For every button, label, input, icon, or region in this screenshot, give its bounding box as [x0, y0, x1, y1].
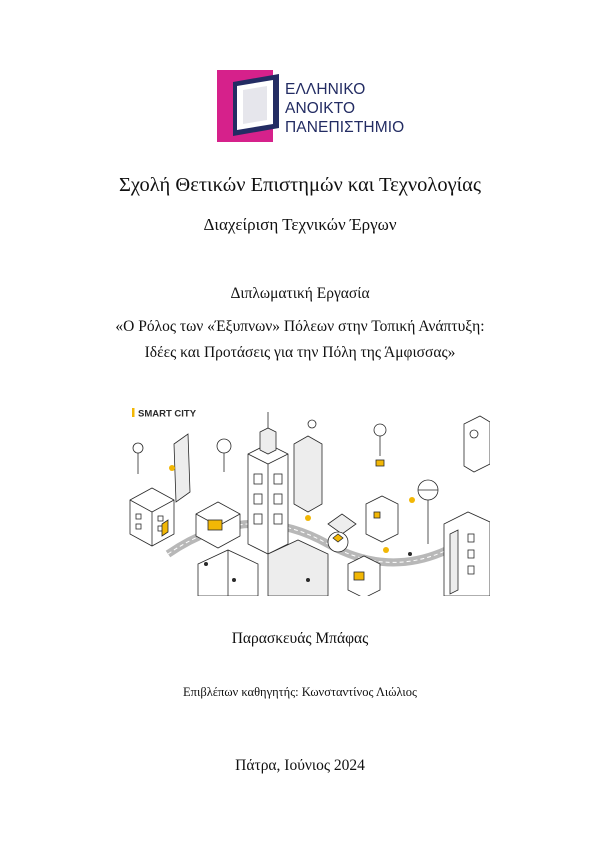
logo-line-1: ΕΛΛΗΝΙΚΟ — [285, 81, 366, 98]
supervisor: Επιβλέπων καθηγητής: Κωνσταντίνος Λιώλιος — [183, 685, 417, 699]
logo-line-2: ΑΝΟΙΚΤΟ — [285, 100, 356, 117]
thesis-title-line-2: Ιδέες και Προτάσεις για την Πόλη της Άμφισσας» — [144, 344, 456, 361]
logo-line-3: ΠΑΝΕΠΙΣΤΗΜΙΟ — [285, 119, 405, 136]
place-date: Πάτρα, Ιούνιος 2024 — [235, 757, 365, 774]
thesis-label: Διπλωματική Εργασία — [230, 285, 370, 302]
author-name: Παρασκευάς Μπάφας — [231, 630, 369, 647]
university-name — [285, 80, 404, 137]
smart-city-illustration — [128, 404, 490, 596]
program-name: Διαχείριση Τεχνικών Έργων — [203, 215, 397, 234]
thesis-title-line-1: «Ο Ρόλος των «Έξυπνων» Πόλεων στην Τοπική Ανάπτυξη: — [115, 318, 485, 335]
illustration-caption: SMART CITY — [138, 408, 197, 420]
school-name: Σχολή Θετικών Επιστημών και Τεχνολογίας — [118, 174, 482, 196]
